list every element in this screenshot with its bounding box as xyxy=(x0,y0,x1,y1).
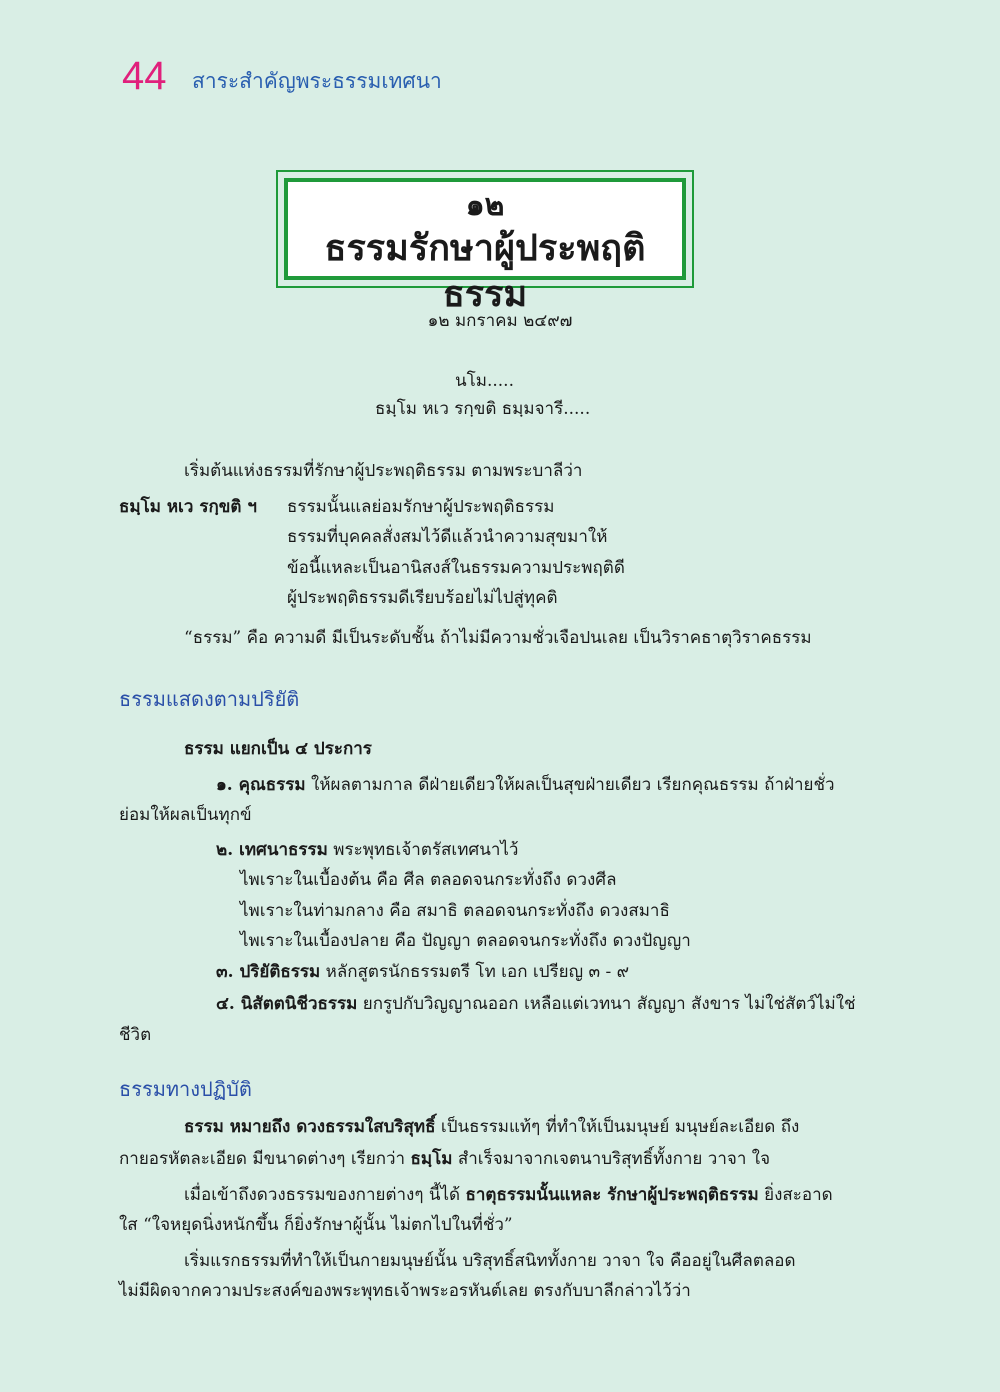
item-4-desc: ยกรูปกับวิญญาณออก เหลือแต่เวทนา สัญญา สังขาร ไม่ใช่สัตว์ไม่ใช่ xyxy=(357,994,856,1014)
verse-line: ข้อนี้แหละเป็นอานิสงส์ในธรรมความประพฤติดี xyxy=(287,558,625,578)
item-2-line: ไพเราะในเบื้องปลาย คือ ปัญญา ตลอดจนกระทั่งถึง ดวงปัญญา xyxy=(240,931,691,951)
item-2 xyxy=(216,839,518,861)
para-2-line-1 xyxy=(184,1184,833,1206)
pali-verse-heading: ธมฺโม หเว รกฺขติ ธมฺมจารี..... xyxy=(375,399,591,419)
item-2-line: ไพเราะในท่ามกลาง คือ สมาธิ ตลอดจนกระทั่งถึง ดวงสมาธิ xyxy=(240,901,670,921)
para-1-bold: ธมฺโม xyxy=(410,1149,453,1169)
item-1-term: ๑. คุณธรรม xyxy=(216,775,306,795)
pali-namo: นโม..... xyxy=(455,371,514,391)
para-2-line-2: ใส “ใจหยุดนิ่งหนักขึ้น ก็ยิ่งรักษาผู้นั้น ไม่ตกไปในที่ชั่ว” xyxy=(119,1215,513,1235)
para-1-text: เป็นธรรมแท้ๆ ที่ทำให้เป็นมนุษย์ มนุษย์ละเอียด ถึง xyxy=(435,1117,800,1137)
item-1-desc: ให้ผลตามกาล ดีฝ่ายเดียวให้ผลเป็นสุขฝ่ายเดียว เรียกคุณธรรม ถ้าฝ่ายชั่ว xyxy=(305,775,835,795)
intro-line: เริ่มต้นแห่งธรรมที่รักษาผู้ประพฤติธรรม ตามพระบาลีว่า xyxy=(184,461,583,481)
running-title: สาระสำคัญพระธรรมเทศนา xyxy=(192,69,442,93)
para-1-text: กายอรหัตละเอียด มีขนาดต่างๆ เรียกว่า xyxy=(119,1149,411,1169)
chapter-title: ธรรมรักษาผู้ประพฤติธรรม xyxy=(324,228,646,315)
dhamma-definition: “ธรรม” คือ ความดี มีเป็นระดับชั้น ถ้าไม่มีความชั่วเจือปนเลย เป็นวิราคธาตุวิราคธรรม xyxy=(184,628,812,648)
item-4-term: ๔. นิสัตตนิชีวธรรม xyxy=(216,994,358,1014)
verse-line: ธรรมนั้นแลย่อมรักษาผู้ประพฤติธรรม xyxy=(287,497,555,517)
section-heading-patipatti: ธรรมทางปฏิบัติ xyxy=(119,1077,252,1101)
item-2-desc: พระพุทธเจ้าตรัสเทศนาไว้ xyxy=(327,840,519,860)
item-1-cont: ย่อมให้ผลเป็นทุกข์ xyxy=(119,805,252,825)
item-3-desc: หลักสูตรนักธรรมตรี โท เอก เปรียญ ๓ - ๙ xyxy=(320,962,630,982)
para-1-bold: ธรรม หมายถึง ดวงธรรมใสบริสุทธิ์ xyxy=(184,1117,436,1137)
item-1 xyxy=(216,774,835,796)
verse-pali: ธมฺโม หเว รกฺขติ ฯ xyxy=(119,497,257,517)
sermon-date: ๑๒ มกราคม ๒๔๙๗ xyxy=(427,311,573,331)
chapter-number: ๑๒ xyxy=(465,188,505,223)
para-2-text: เมื่อเข้าถึงดวงธรรมของกายต่างๆ นี้ได้ xyxy=(184,1185,466,1205)
para-1-text: สำเร็จมาจากเจตนาบริสุทธิ์ทั้งกาย วาจา ใจ xyxy=(452,1149,771,1169)
chapter-title-box xyxy=(276,170,694,315)
para-1-line-2 xyxy=(119,1148,770,1170)
para-1-line-1 xyxy=(184,1116,799,1138)
verse-line: ผู้ประพฤติธรรมดีเรียบร้อยไม่ไปสู่ทุคติ xyxy=(287,588,558,608)
subheading-four-types: ธรรม แยกเป็น ๔ ประการ xyxy=(184,739,372,759)
item-4-cont: ชีวิต xyxy=(119,1025,152,1045)
item-4 xyxy=(216,993,856,1015)
para-3-line-2: ไม่มีผิดจากความประสงค์ของพระพุทธเจ้าพระอรหันต์เลย ตรงกับบาลีกล่าวไว้ว่า xyxy=(119,1281,691,1301)
item-2-line: ไพเราะในเบื้องต้น คือ ศีล ตลอดจนกระทั่งถึง ดวงศีล xyxy=(240,870,617,890)
verse-line: ธรรมที่บุคคลสั่งสมไว้ดีแล้วนำความสุขมาให้ xyxy=(287,527,608,547)
item-3 xyxy=(216,961,629,983)
para-3-line-1: เริ่มแรกธรรมที่ทำให้เป็นกายมนุษย์นั้น บริสุทธิ์สนิททั้งกาย วาจา ใจ คืออยู่ในศีลตลอด xyxy=(184,1251,796,1271)
para-2-bold: ธาตุธรรมนั้นแหละ รักษาผู้ประพฤติธรรม xyxy=(465,1185,759,1205)
page-number: 44 xyxy=(122,54,167,98)
section-heading-pariyatti: ธรรมแสดงตามปริยัติ xyxy=(119,687,300,711)
item-3-term: ๓. ปริยัติธรรม xyxy=(216,962,321,982)
para-2-text: ยิ่งสะอาด xyxy=(758,1185,833,1205)
item-2-term: ๒. เทศนาธรรม xyxy=(216,840,328,860)
